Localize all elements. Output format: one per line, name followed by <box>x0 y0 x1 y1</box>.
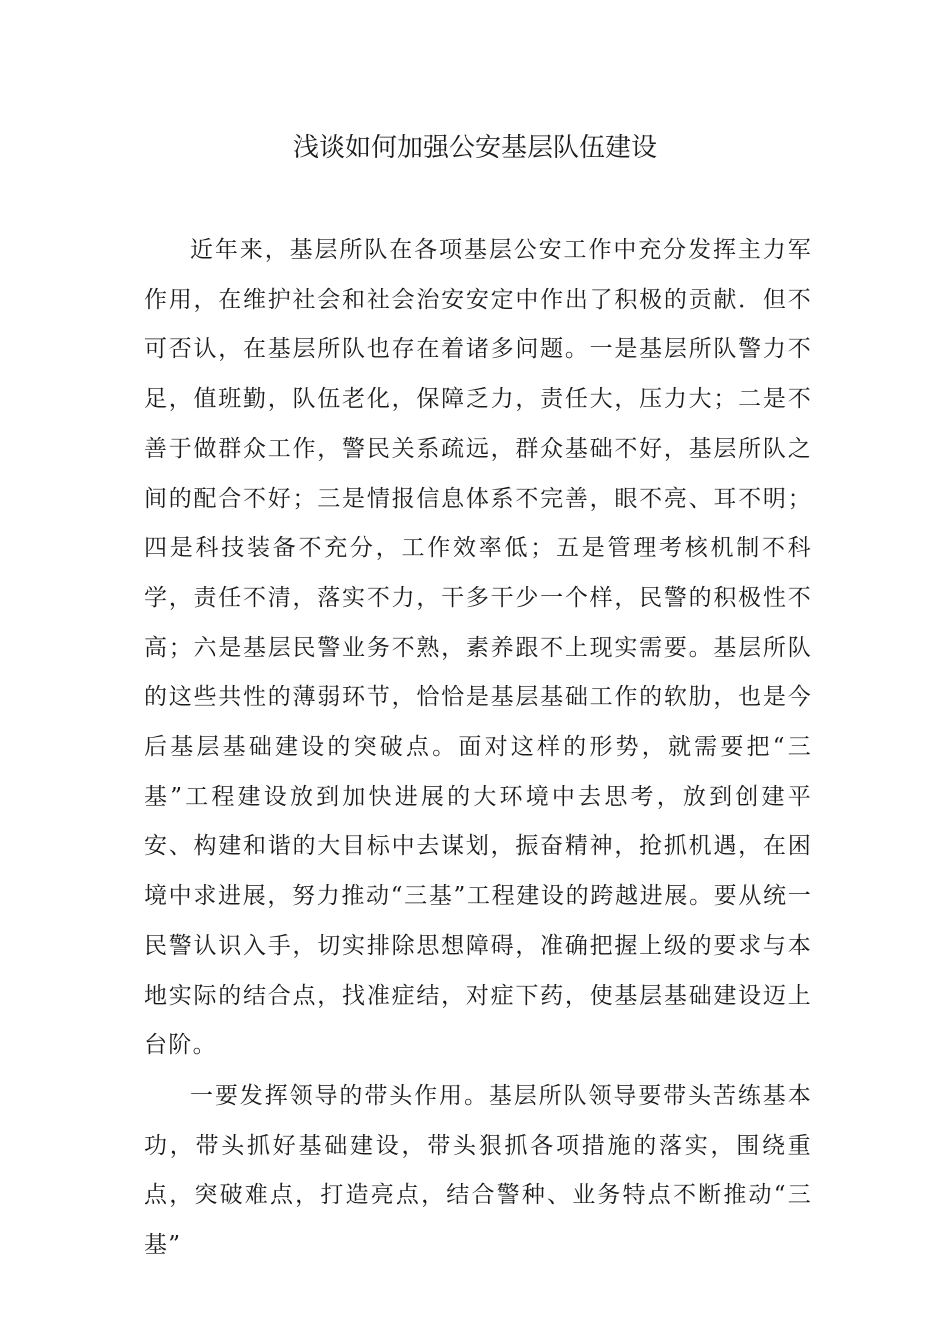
paragraph-leadership: 一要发挥领导的带头作用。基层所队领导要带头苦练基本功，带头抓好基础建设，带头狠抓各项措施的落实，围绕重点，突破难点，打造亮点，结合警种、业务特点不断推动“三基” <box>144 1083 812 1259</box>
paragraph-intro: 近年来，基层所队在各项基层公安工作中充分发挥主力军作用，在维护社会和社会治安安定中作出了积极的贡献．但不可否认，在基层所队也存在着诸多问题。一是基层所队警力不足，值班勤，队伍老化，保障乏力，责任大，压力大；二是不善于做群众工作，警民关系疏远，群众基础不好，基层所队之间的配合不好；三是情报信息体系不完善，眼不亮、耳不明；四是科技装备不充分，工作效率低；五是管理考核机制不科学，责任不清，落实不力，干多干少一个样，民警的积极性不高；六是基层民警业务不熟，素养跟不上现实需要。基层所队的这些共性的薄弱环节，恰恰是基层基础工作的软肋，也是今后基层基础建设的突破点。面对这样的形势，就需要把“三基”工程建设放到加快进展的大环境中去思考，放到创建平安、构建和谐的大目标中去谋划，振奋精神，抢抓机遇，在困境中求进展，努力推动“三基”工程建设的跨越进展。要从统一民警认识入手，切实排除思想障碍，准确把握上级的要求与本地实际的结合点，找准症结，对症下药，使基层基础建设迈上台阶。 <box>144 237 812 1059</box>
document-title: 浅谈如何加强公安基层队伍建设 <box>292 133 657 163</box>
